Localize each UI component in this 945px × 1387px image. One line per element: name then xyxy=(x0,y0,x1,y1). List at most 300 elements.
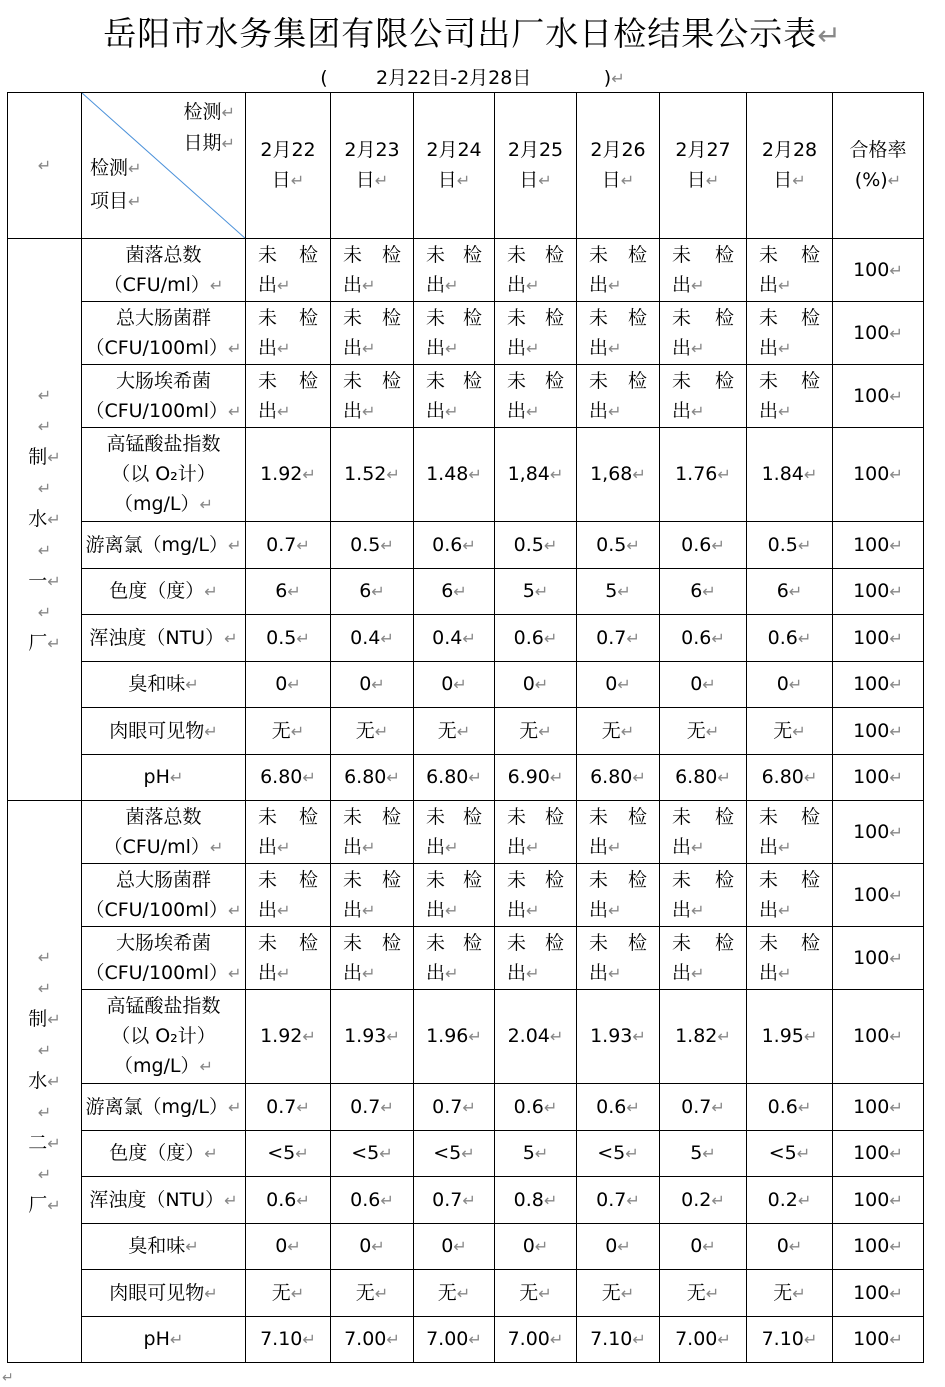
value-cell xyxy=(660,927,747,990)
not-detected: 出↵ xyxy=(507,835,540,858)
paragraph-mark: ↵ xyxy=(228,401,242,421)
not-detected: 出↵ xyxy=(258,336,291,359)
item-name-line: （CFU/ml）↵ xyxy=(103,835,224,858)
item-name xyxy=(82,428,246,522)
value-text: 0↵ xyxy=(522,673,549,695)
nd-char: 未 xyxy=(258,369,278,392)
not-detected xyxy=(577,366,659,396)
nd-char: 检 xyxy=(800,306,820,329)
item-name-line: 菌落总数 xyxy=(125,805,202,828)
paragraph-mark: ↵ xyxy=(702,675,716,694)
value-cell xyxy=(331,801,414,864)
value-cell xyxy=(495,302,577,365)
paragraph-mark: ↵ xyxy=(778,338,792,358)
item-name-line: （CFU/100ml）↵ xyxy=(85,399,242,422)
table-row xyxy=(8,1131,924,1177)
paragraph-mark: ↵ xyxy=(37,1041,52,1060)
value-cell xyxy=(246,864,331,927)
rate-value: 100↵ xyxy=(853,1328,903,1350)
not-detected: 出↵ xyxy=(589,273,622,296)
paragraph-mark: ↵ xyxy=(608,963,622,983)
value-text: 5↵ xyxy=(605,580,631,602)
paragraph-mark: ↵ xyxy=(362,401,376,421)
value-text: 1.82↵ xyxy=(675,1025,731,1047)
nd-char: 未 xyxy=(589,805,609,828)
corner-text: 日期↵ xyxy=(183,132,235,154)
value-cell xyxy=(747,1084,833,1131)
nd-char: 未 xyxy=(343,805,363,828)
value-cell xyxy=(747,1224,833,1270)
paragraph-mark: ↵ xyxy=(277,963,291,983)
nd-char: 检 xyxy=(462,931,482,954)
value-cell xyxy=(577,708,660,755)
paragraph-mark: ↵ xyxy=(296,535,310,555)
value-text: 0↵ xyxy=(605,1235,631,1257)
nd-char: 检 xyxy=(714,868,734,891)
paragraph-mark: ↵ xyxy=(37,479,52,498)
paragraph-mark: ↵ xyxy=(549,768,564,787)
value-cell xyxy=(577,615,660,662)
value-cell xyxy=(747,522,833,569)
rate-value: 100↵ xyxy=(853,673,903,695)
paragraph-mark: ↵ xyxy=(169,1330,184,1349)
value-text: 0.7↵ xyxy=(266,1095,310,1118)
nd-char: 检 xyxy=(800,931,820,954)
value-cell xyxy=(660,1084,747,1131)
paragraph-mark: ↵ xyxy=(626,1190,640,1210)
value-cell xyxy=(660,708,747,755)
not-detected xyxy=(495,366,576,396)
paragraph-mark: ↵ xyxy=(534,1237,549,1256)
nd-char: 未 xyxy=(426,868,446,891)
paragraph-mark: ↵ xyxy=(277,837,291,857)
value-text: 6↵ xyxy=(275,580,301,602)
paragraph-mark: ↵ xyxy=(803,465,818,484)
paragraph-mark: ↵ xyxy=(889,885,903,905)
table-row xyxy=(8,615,924,662)
not-detected xyxy=(495,303,576,333)
table-row xyxy=(8,801,924,864)
rate-cell xyxy=(833,864,924,927)
table-row xyxy=(8,1084,924,1131)
not-detected: 出↵ xyxy=(672,273,705,296)
paragraph-mark: ↵ xyxy=(386,768,400,787)
nd-char: 未 xyxy=(258,805,278,828)
value-cell xyxy=(331,615,414,662)
rate-cell xyxy=(833,708,924,755)
nd-char: 检 xyxy=(627,805,647,828)
value-cell xyxy=(414,990,495,1084)
paragraph-mark: ↵ xyxy=(608,837,622,857)
paragraph-mark: ↵ xyxy=(445,963,459,983)
paragraph-mark: ↵ xyxy=(371,1237,385,1256)
item-name-line: （mg/L）↵ xyxy=(113,493,214,515)
paragraph-mark: ↵ xyxy=(889,582,903,601)
not-detected: 出↵ xyxy=(426,273,459,296)
value-text: 无↵ xyxy=(601,719,635,742)
paragraph-mark: ↵ xyxy=(889,948,903,968)
value-cell xyxy=(577,239,660,302)
value-text: 0.7↵ xyxy=(681,1095,725,1118)
paragraph-mark: ↵ xyxy=(47,510,61,529)
value-text: 6.80↵ xyxy=(590,766,646,788)
value-cell xyxy=(246,1270,331,1317)
paragraph-mark: ↵ xyxy=(37,156,52,175)
value-text: 0.2↵ xyxy=(767,1188,812,1211)
value-cell xyxy=(331,1131,414,1177)
paragraph-mark: ↵ xyxy=(209,837,224,857)
paragraph-mark: ↵ xyxy=(228,338,242,358)
value-cell xyxy=(660,1224,747,1270)
paragraph-mark: ↵ xyxy=(277,275,291,295)
value-cell xyxy=(747,239,833,302)
paragraph-mark: ↵ xyxy=(287,582,301,601)
nd-char: 检 xyxy=(544,868,564,891)
paragraph-mark: ↵ xyxy=(626,1097,640,1117)
value-cell xyxy=(495,1177,577,1224)
nd-char: 检 xyxy=(298,868,318,891)
rate-cell xyxy=(833,755,924,801)
paragraph-mark: ↵ xyxy=(620,721,635,741)
value-cell xyxy=(246,1224,331,1270)
not-detected xyxy=(331,928,413,958)
paragraph-mark: ↵ xyxy=(295,1144,309,1163)
paragraph-mark: ↵ xyxy=(778,837,792,857)
not-detected xyxy=(747,865,832,895)
value-text: 1.52↵ xyxy=(344,463,400,485)
rate-cell xyxy=(833,428,924,522)
value-cell xyxy=(246,990,331,1084)
nd-char: 未 xyxy=(759,868,779,891)
date-text: 2月25 xyxy=(507,139,564,161)
paragraph-mark: ↵ xyxy=(228,535,242,555)
paragraph-mark: ↵ xyxy=(277,401,291,421)
paragraph-mark: ↵ xyxy=(889,465,903,484)
rate-value: 100↵ xyxy=(853,463,903,485)
value-cell xyxy=(747,365,833,428)
paragraph-mark: ↵ xyxy=(889,1237,903,1256)
paragraph-mark: ↵ xyxy=(37,1103,52,1122)
not-detected xyxy=(246,865,330,895)
nd-char: 检 xyxy=(381,868,401,891)
paragraph-mark: ↵ xyxy=(534,1144,549,1163)
date-header-3 xyxy=(414,93,495,239)
value-text: 无↵ xyxy=(437,719,471,742)
paragraph-mark: ↵ xyxy=(462,1097,476,1117)
value-cell xyxy=(414,1224,495,1270)
not-detected: 出↵ xyxy=(343,336,376,359)
corner-date-label xyxy=(183,97,235,159)
paragraph-mark: ↵ xyxy=(362,963,376,983)
not-detected xyxy=(246,366,330,396)
corner-item-label xyxy=(90,152,142,218)
nd-char: 检 xyxy=(298,243,318,266)
table-row xyxy=(8,755,924,801)
value-cell xyxy=(660,1317,747,1363)
not-detected: 出↵ xyxy=(426,399,459,422)
paragraph-mark: ↵ xyxy=(204,1283,218,1303)
rate-cell xyxy=(833,522,924,569)
value-cell xyxy=(577,1177,660,1224)
rate-text: (%)↵ xyxy=(854,169,902,191)
paragraph-mark: ↵ xyxy=(778,275,792,295)
paragraph-mark: ↵ xyxy=(538,171,552,190)
paragraph-mark: ↵ xyxy=(717,1330,731,1349)
not-detected: 出↵ xyxy=(589,336,622,359)
value-text: 0↵ xyxy=(605,673,631,695)
paragraph-mark: ↵ xyxy=(47,634,61,653)
value-cell xyxy=(577,990,660,1084)
not-detected xyxy=(747,303,832,333)
value-text: 0↵ xyxy=(522,1235,549,1257)
paragraph-mark: ↵ xyxy=(792,721,806,741)
paragraph-mark: ↵ xyxy=(462,628,476,648)
paragraph-mark: ↵ xyxy=(277,338,291,358)
item-name-line: 总大肠菌群 xyxy=(115,306,211,329)
not-detected: 出↵ xyxy=(507,898,540,921)
item-name xyxy=(82,239,246,302)
value-cell xyxy=(577,1084,660,1131)
paragraph-mark: ↵ xyxy=(371,582,385,601)
rate-value: 100↵ xyxy=(853,1095,903,1118)
value-cell xyxy=(577,428,660,522)
not-detected xyxy=(246,928,330,958)
table-row xyxy=(8,428,924,522)
value-cell xyxy=(246,755,331,801)
value-text: 0.6↵ xyxy=(350,1188,394,1211)
value-text: 0.6↵ xyxy=(432,533,476,556)
value-cell xyxy=(660,428,747,522)
paragraph-mark: ↵ xyxy=(711,1097,725,1117)
value-cell xyxy=(495,864,577,927)
paragraph-mark: ↵ xyxy=(608,900,622,920)
not-detected xyxy=(577,303,659,333)
value-text: 1.95↵ xyxy=(761,1025,818,1047)
paragraph-mark: ↵ xyxy=(224,1190,238,1210)
value-text: 0.6↵ xyxy=(266,1188,310,1211)
nd-char: 检 xyxy=(298,805,318,828)
value-cell xyxy=(577,365,660,428)
page-title: 岳阳市水务集团有限公司出厂水日检结果公示表↵ xyxy=(103,14,842,53)
not-detected xyxy=(246,303,330,333)
nd-char: 未 xyxy=(672,369,692,392)
nd-char: 未 xyxy=(258,931,278,954)
plant-name-char: 一↵ xyxy=(28,570,61,592)
value-cell xyxy=(577,1131,660,1177)
value-text: 7.10↵ xyxy=(761,1328,818,1350)
not-detected: 出↵ xyxy=(507,336,540,359)
rate-cell xyxy=(833,1177,924,1224)
not-detected: 出↵ xyxy=(759,273,792,296)
paragraph-mark: ↵ xyxy=(453,675,467,694)
value-cell xyxy=(660,864,747,927)
nd-char: 检 xyxy=(298,931,318,954)
rate-value: 100↵ xyxy=(853,321,903,344)
rate-cell xyxy=(833,990,924,1084)
value-text: 1.76↵ xyxy=(675,463,731,485)
paragraph-mark: ↵ xyxy=(711,535,725,555)
not-detected: 出↵ xyxy=(258,399,291,422)
rate-text: 合格率 xyxy=(849,139,907,161)
value-cell xyxy=(414,522,495,569)
date-text: 日↵ xyxy=(355,169,389,191)
value-cell xyxy=(246,1131,331,1177)
paragraph-mark: ↵ xyxy=(889,1027,903,1046)
item-name xyxy=(82,365,246,428)
value-text: 6↵ xyxy=(359,580,385,602)
value-cell xyxy=(414,662,495,708)
corner-text: 项目↵ xyxy=(90,190,142,212)
value-cell xyxy=(331,569,414,615)
value-text: 0.6↵ xyxy=(767,626,812,649)
value-cell xyxy=(414,708,495,755)
paragraph-mark: ↵ xyxy=(788,1237,803,1256)
date-text: 日↵ xyxy=(437,169,471,191)
not-detected xyxy=(331,303,413,333)
paragraph-mark: ↵ xyxy=(47,572,61,591)
paragraph-mark: ↵ xyxy=(889,260,903,280)
value-text: 7.00↵ xyxy=(426,1328,482,1350)
paragraph-mark: ↵ xyxy=(632,465,646,484)
paragraph-mark: ↵ xyxy=(445,338,459,358)
value-cell xyxy=(747,615,833,662)
value-text: 7.00↵ xyxy=(675,1328,731,1350)
not-detected xyxy=(660,865,746,895)
value-text: 1.93↵ xyxy=(590,1025,646,1047)
paragraph-mark: ↵ xyxy=(185,675,199,694)
rate-cell xyxy=(833,569,924,615)
paragraph-mark: ↵ xyxy=(37,1165,52,1184)
nd-char: 未 xyxy=(426,369,446,392)
value-text: 1.84↵ xyxy=(761,463,818,485)
plant-name-char: 水↵ xyxy=(28,508,61,530)
value-text: 0↵ xyxy=(776,1235,803,1257)
paragraph-mark: ↵ xyxy=(37,948,52,967)
paragraph-mark: ↵ xyxy=(221,134,235,153)
date-header-5 xyxy=(577,93,660,239)
nd-char: 未 xyxy=(589,306,609,329)
paragraph-mark: ↵ xyxy=(549,465,564,484)
paragraph-mark: ↵ xyxy=(717,465,731,484)
not-detected: 出↵ xyxy=(343,273,376,296)
nd-char: 检 xyxy=(462,868,482,891)
value-text: 0↵ xyxy=(690,1235,716,1257)
value-cell xyxy=(246,569,331,615)
paragraph-mark: ↵ xyxy=(632,1027,646,1046)
value-text: 0.5↵ xyxy=(513,533,558,556)
value-cell xyxy=(495,927,577,990)
paragraph-mark: ↵ xyxy=(608,275,622,295)
rate-cell xyxy=(833,1270,924,1317)
rate-cell xyxy=(833,1084,924,1131)
nd-char: 未 xyxy=(343,306,363,329)
paragraph-mark: ↵ xyxy=(889,822,903,842)
value-cell xyxy=(660,365,747,428)
not-detected xyxy=(414,928,494,958)
value-cell xyxy=(747,1177,833,1224)
value-cell xyxy=(331,522,414,569)
value-cell xyxy=(660,1270,747,1317)
rate-value: 100↵ xyxy=(853,883,903,906)
nd-char: 未 xyxy=(759,306,779,329)
value-cell xyxy=(414,365,495,428)
value-cell xyxy=(246,1177,331,1224)
paragraph-mark: ↵ xyxy=(632,768,646,787)
not-detected xyxy=(495,865,576,895)
value-text: 2.04↵ xyxy=(507,1025,564,1047)
item-name-line: （以 O₂计） xyxy=(111,463,216,485)
paragraph-mark: ↵ xyxy=(37,979,52,998)
value-cell xyxy=(495,569,577,615)
nd-char: 未 xyxy=(507,868,527,891)
paragraph-mark: ↵ xyxy=(778,900,792,920)
header-row xyxy=(8,93,924,239)
paragraph-mark: ↵ xyxy=(277,900,291,920)
paragraph-mark: ↵ xyxy=(625,1144,639,1163)
paragraph-mark: ↵ xyxy=(788,675,803,694)
item-name xyxy=(82,1084,246,1131)
nd-char: 检 xyxy=(627,306,647,329)
value-text: 6.80↵ xyxy=(675,766,731,788)
paragraph-mark: ↵ xyxy=(468,768,482,787)
rate-value: 100↵ xyxy=(853,820,903,843)
paragraph-mark: ↵ xyxy=(711,1190,725,1210)
item-name-line: 臭和味↵ xyxy=(128,673,199,695)
paragraph-mark: ↵ xyxy=(2,1370,14,1386)
paragraph-mark: ↵ xyxy=(468,465,482,484)
paragraph-mark: ↵ xyxy=(788,582,803,601)
nd-char: 未 xyxy=(343,369,363,392)
paragraph-mark: ↵ xyxy=(526,900,540,920)
value-cell xyxy=(577,864,660,927)
item-name xyxy=(82,1224,246,1270)
date-text: 日↵ xyxy=(773,169,806,191)
value-cell xyxy=(660,522,747,569)
value-text: 无↵ xyxy=(519,719,552,742)
date-text: 日↵ xyxy=(686,169,720,191)
item-name xyxy=(82,927,246,990)
paragraph-mark: ↵ xyxy=(611,69,625,88)
item-name xyxy=(82,522,246,569)
paragraph-mark: ↵ xyxy=(228,1097,242,1117)
item-name xyxy=(82,302,246,365)
value-cell xyxy=(747,801,833,864)
value-cell xyxy=(414,1317,495,1363)
not-detected xyxy=(660,802,746,832)
table-row xyxy=(8,1270,924,1317)
value-cell xyxy=(495,428,577,522)
item-name xyxy=(82,615,246,662)
date-range: ( 2月22日-2月28日 )↵ xyxy=(320,67,625,89)
item-name xyxy=(82,708,246,755)
value-text: 0.7↵ xyxy=(596,1188,640,1211)
rate-cell xyxy=(833,302,924,365)
item-name-line: 肉眼可见物↵ xyxy=(109,719,218,742)
not-detected: 出↵ xyxy=(343,835,376,858)
header-corner-cell xyxy=(82,93,246,239)
value-text: 无↵ xyxy=(437,1281,471,1304)
not-detected xyxy=(414,802,494,832)
value-text: 0↵ xyxy=(441,673,467,695)
value-cell xyxy=(660,615,747,662)
value-text: 无↵ xyxy=(271,719,305,742)
nd-char: 未 xyxy=(759,805,779,828)
nd-char: 未 xyxy=(507,931,527,954)
paragraph-mark: ↵ xyxy=(290,721,305,741)
paragraph-mark: ↵ xyxy=(803,1027,818,1046)
nd-char: 检 xyxy=(381,369,401,392)
value-text: 1.93↵ xyxy=(344,1025,400,1047)
